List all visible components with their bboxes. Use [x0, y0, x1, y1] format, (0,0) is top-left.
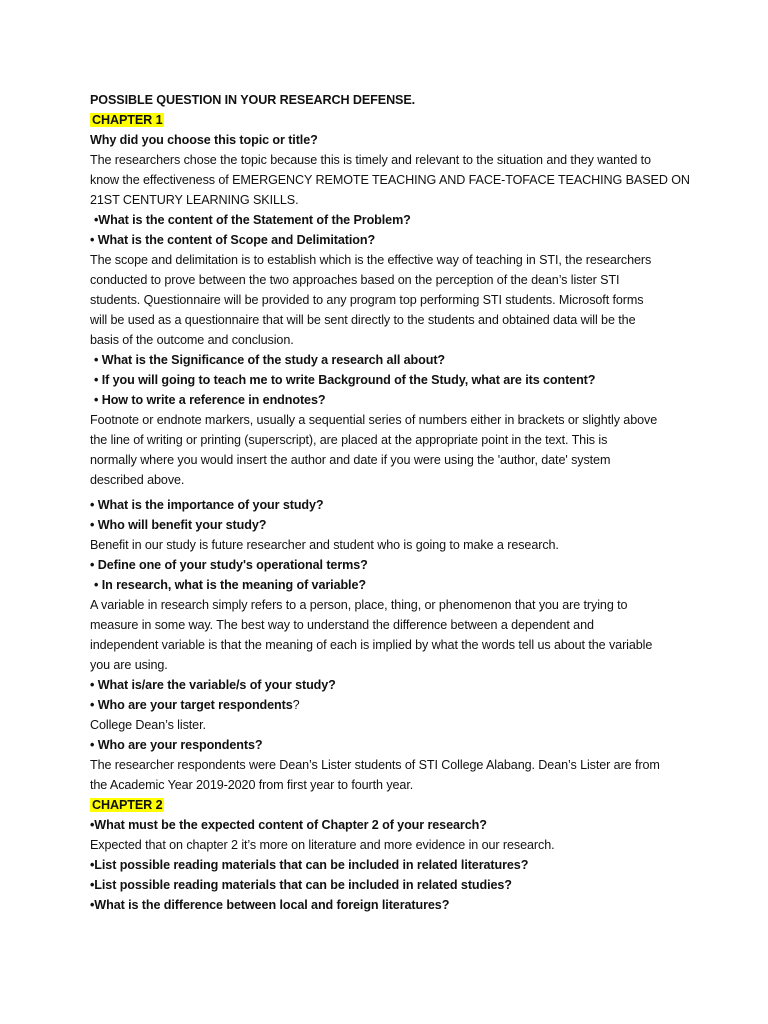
question-study-variables: • What is/are the variable/s of your study?: [90, 678, 336, 692]
question-mark: ?: [292, 698, 300, 712]
answer-line: students. Questionnaire will be provided to any program top performing STI students. Microsoft forms: [90, 293, 644, 307]
question-significance: • What is the Significance of the study a research all about?: [94, 353, 446, 367]
question-target-respondents-text: • Who are your target respondents: [90, 698, 293, 712]
answer-line: basis of the outcome and conclusion.: [90, 333, 294, 347]
answer-line: The researcher respondents were Dean’s Lister students of STI College Alabang. Dean’s Lister are from: [90, 758, 660, 772]
question-chapter2-content: •What must be the expected content of Chapter 2 of your research?: [90, 818, 487, 832]
answer-line: College Dean’s lister.: [90, 718, 206, 732]
answer-line: the Academic Year 2019-2020 from first year to fourth year.: [90, 778, 414, 792]
answer-line: described above.: [90, 473, 185, 487]
question-operational-terms: • Define one of your study's operational terms?: [90, 558, 368, 572]
chapter-1-heading: CHAPTER 1: [92, 113, 163, 127]
answer-line: Footnote or endnote markers, usually a sequential series of numbers either in brackets or slightly above: [90, 413, 658, 427]
answer-line: A variable in research simply refers to a person, place, thing, or phenomenon that you are trying to: [90, 598, 628, 612]
question-scope-delimitation: • What is the content of Scope and Delimitation?: [90, 233, 376, 247]
question-background: • If you will going to teach me to write Background of the Study, what are its content?: [94, 373, 596, 387]
answer-line: The scope and delimitation is to establish which is the effective way of teaching in STI, the researchers: [90, 253, 652, 267]
answer-line: normally where you would insert the author and date if you were using the 'author, date' system: [90, 453, 611, 467]
document-page: [90, 90, 710, 915]
question-importance: • What is the importance of your study?: [90, 498, 324, 512]
question-related-studies: •List possible reading materials that can be included in related studies?: [90, 878, 512, 892]
question-variable-meaning: • In research, what is the meaning of variable?: [94, 578, 366, 592]
answer-line: you are using.: [90, 658, 168, 672]
question-respondents: • Who are your respondents?: [90, 738, 263, 752]
question-related-literatures: •List possible reading materials that can be included in related literatures?: [90, 858, 529, 872]
answer-line: Expected that on chapter 2 it’s more on literature and more evidence in our research.: [90, 838, 555, 852]
answer-line: The researchers chose the topic because this is timely and relevant to the situation and they wanted to: [90, 153, 651, 167]
answer-line: independent variable is that the meaning of each is implied by what the words tell us about the variable: [90, 638, 653, 652]
chapter-2-heading: CHAPTER 2: [92, 798, 163, 812]
answer-line: 21ST CENTURY LEARNING SKILLS.: [90, 193, 299, 207]
answer-line: will be used as a questionnaire that will be sent directly to the students and obtained data will be the: [90, 313, 636, 327]
question-statement-of-problem: •What is the content of the Statement of the Problem?: [94, 213, 411, 227]
answer-line: measure in some way. The best way to understand the difference between a dependent and: [90, 618, 594, 632]
answer-line: Benefit in our study is future researcher and student who is going to make a research.: [90, 538, 559, 552]
question-endnotes: • How to write a reference in endnotes?: [94, 393, 326, 407]
question-topic-choice: Why did you choose this topic or title?: [90, 133, 318, 147]
document-title: POSSIBLE QUESTION IN YOUR RESEARCH DEFENSE.: [90, 93, 416, 107]
answer-line: conducted to prove between the two approaches based on the perception of the dean’s lister STI: [90, 273, 620, 287]
question-local-foreign: •What is the difference between local and foreign literatures?: [90, 898, 450, 912]
answer-line: the line of writing or printing (superscript), are placed at the appropriate point in the text. This is: [90, 433, 608, 447]
question-benefit: • Who will benefit your study?: [90, 518, 267, 532]
answer-line: know the effectiveness of EMERGENCY REMOTE TEACHING AND FACE-TOFACE TEACHING BASED ON: [90, 173, 690, 187]
question-target-respondents: [90, 695, 710, 715]
